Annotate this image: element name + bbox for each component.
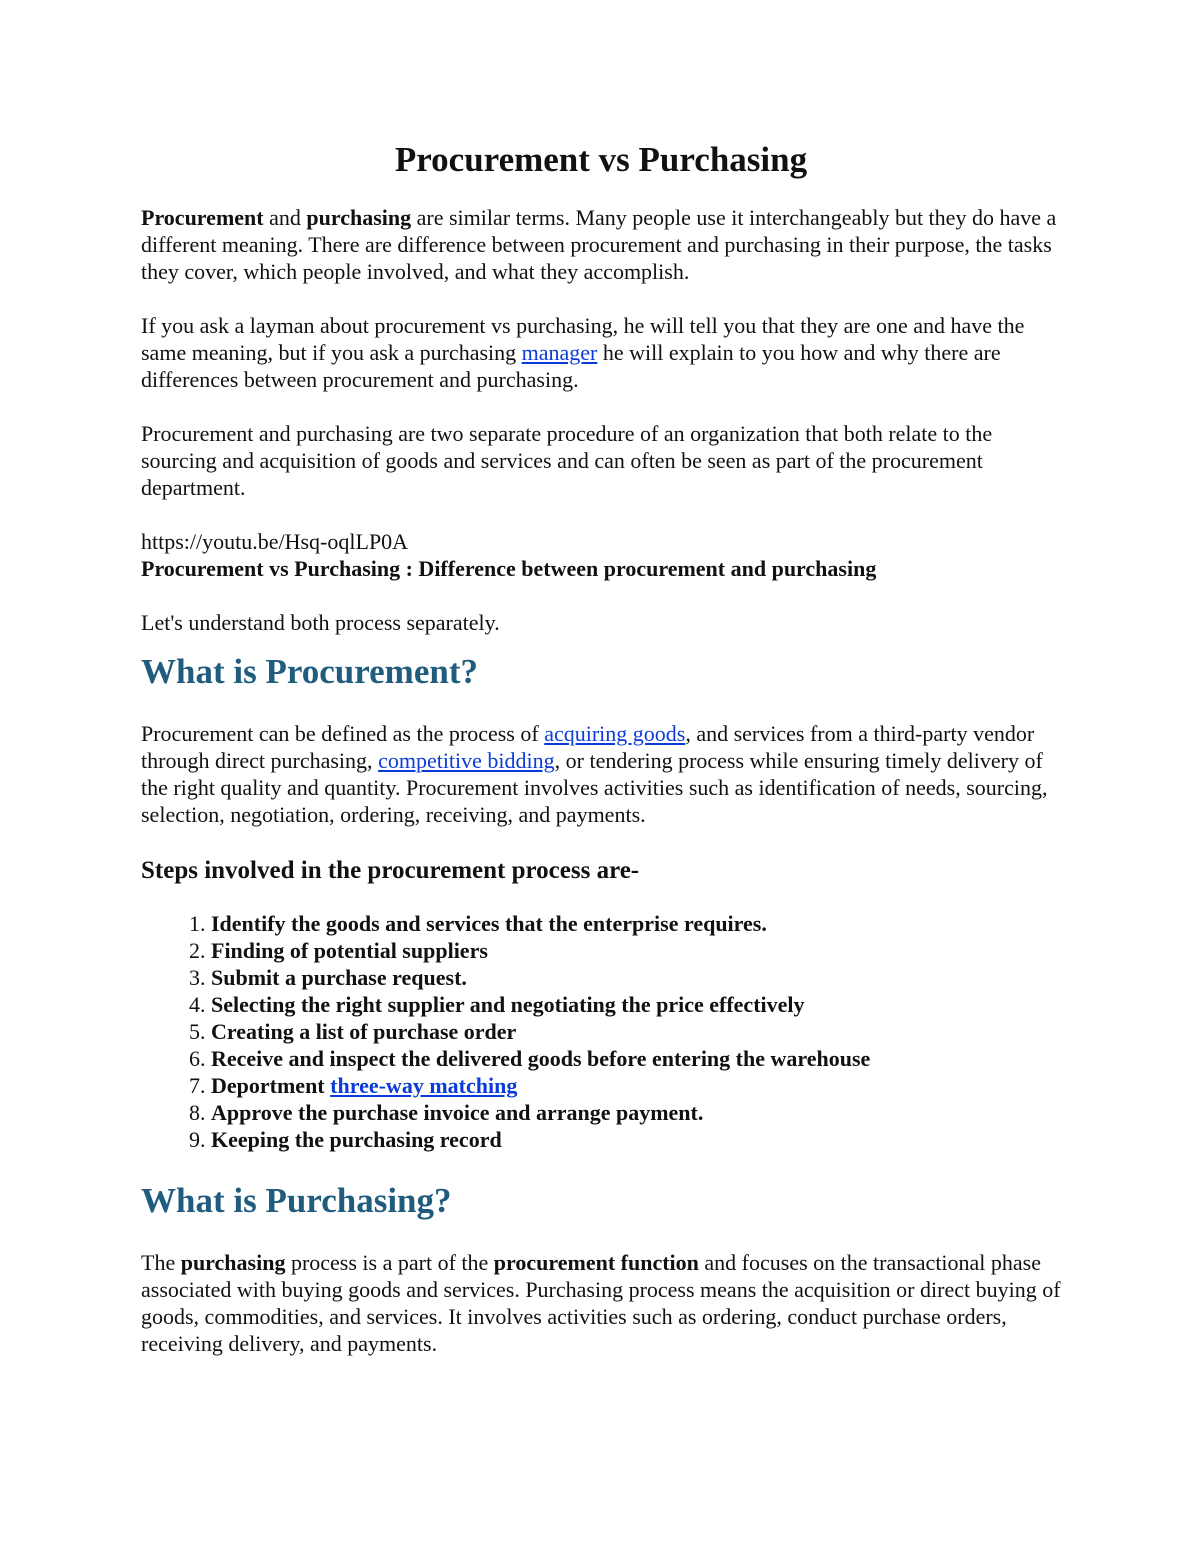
bold-term-procurement-function: procurement function — [493, 1250, 699, 1275]
list-item: 9. Keeping the purchasing record — [211, 1126, 1061, 1153]
competitive-bidding-link[interactable]: competitive bidding — [378, 748, 555, 773]
video-url: https://youtu.be/Hsq-oqlLP0A — [141, 529, 409, 554]
bold-term-purchasing: purchasing — [306, 205, 412, 230]
intro-paragraph-2 — [141, 312, 1061, 393]
list-item: 2. Finding of potential suppliers — [211, 937, 1061, 964]
step-7-text: Deportment — [211, 1073, 331, 1098]
page-title: Procurement vs Purchasing — [394, 140, 808, 179]
intro-paragraph-1 — [141, 204, 1061, 285]
video-title — [141, 555, 1061, 582]
heading-what-is-procurement: What is Procurement? — [141, 652, 478, 691]
text-run: process is a part of the — [285, 1250, 494, 1275]
text-run: are similar terms. Many people use it interchangeably but they do have a different meaning. There are difference between procurement and purchasing in their purpose, the tasks they cover, which people involved, and what they accomplish. — [141, 205, 1057, 284]
intro-paragraph-3: Procurement and purchasing are two separate procedure of an organization that both relate to the sourcing and acquisition of goods and services and can often be seen as part of the procurement department. — [141, 421, 993, 500]
list-item — [211, 1072, 1061, 1099]
video-title-text: Procurement vs Purchasing : Difference between procurement and purchasing — [141, 556, 877, 581]
text-run: The — [141, 1250, 181, 1275]
intro-paragraph-4: Let's understand both process separately. — [141, 610, 500, 635]
text-run: , or tendering process while ensuring timely delivery of the right quality and quantity. Procurement involves activities such as identification of needs, sourcing, selection, negotiation, ordering, receiving, and payments. — [141, 748, 1048, 827]
text-run: and — [263, 205, 307, 230]
list-item: 5. Creating a list of purchase order — [211, 1018, 1061, 1045]
purchasing-paragraph — [141, 1249, 1061, 1357]
manager-link[interactable]: manager — [521, 340, 598, 365]
bold-term-procurement: Procurement — [141, 205, 264, 230]
heading-what-is-purchasing: What is Purchasing? — [141, 1181, 452, 1220]
procurement-paragraph — [141, 720, 1061, 828]
text-run: and focuses on the transactional phase associated with buying goods and services. Purchasing process means the acquisition or direct buying of goods, commodities, and services. It involves activities such as ordering, conduct purchase orders, receiving delivery, and payments. — [141, 1250, 1061, 1356]
list-item: 4. Selecting the right supplier and negotiating the price effectively — [211, 991, 1061, 1018]
list-item: 3. Submit a purchase request. — [211, 964, 1061, 991]
bold-term-purchasing: purchasing — [180, 1250, 286, 1275]
list-item: 6. Receive and inspect the delivered goods before entering the warehouse — [211, 1045, 1061, 1072]
three-way-matching-link[interactable]: three-way matching — [330, 1073, 518, 1098]
procurement-steps-list — [141, 910, 1061, 1153]
document-page — [141, 138, 1061, 1357]
text-run: Procurement can be defined as the process of — [141, 721, 545, 746]
text-run: he will explain to you how and why there are differences between procurement and purchasing. — [141, 340, 1001, 392]
steps-heading: Steps involved in the procurement process are- — [141, 857, 640, 884]
text-run: , and services from a third-party vendor through direct purchasing, — [141, 721, 1035, 773]
list-item: 8. Approve the purchase invoice and arrange payment. — [211, 1099, 1061, 1126]
list-item: 1. Identify the goods and services that the enterprise requires. — [211, 910, 1061, 937]
text-run: If you ask a layman about procurement vs purchasing, he will tell you that they are one and have the same meaning, but if you ask a purchasing — [141, 313, 1025, 365]
acquiring-goods-link[interactable]: acquiring goods — [544, 721, 686, 746]
